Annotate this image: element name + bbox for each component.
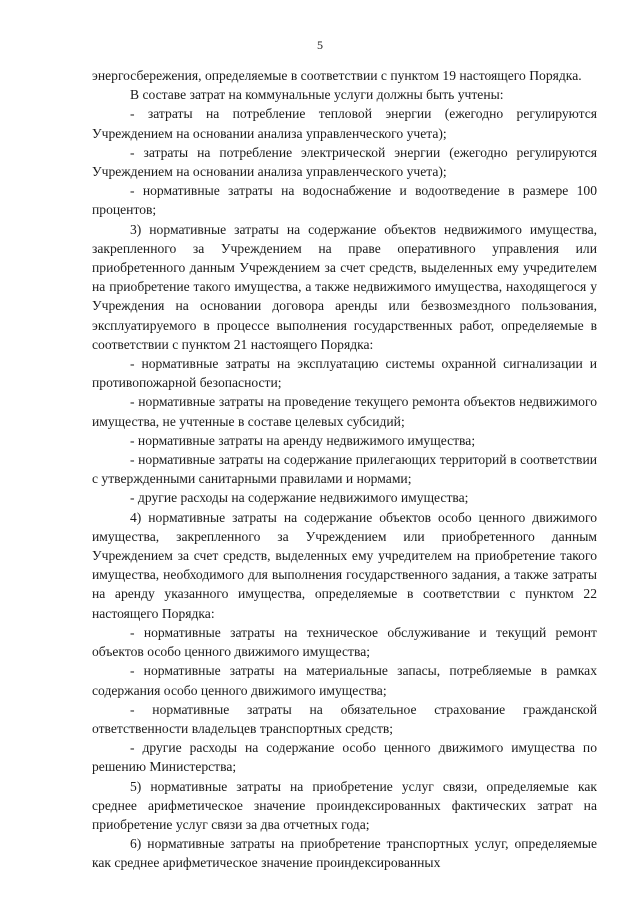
list-item-current-repair: - нормативные затраты на проведение текущего ремонта объектов недвижимого имущества, не учтенные в составе целевых субсидий; [92, 394, 597, 429]
list-item-insurance: - нормативные затраты на обязательное страхование гражданской ответственности владельцев транспортных средств; [92, 701, 597, 736]
list-item-security-alarm: - нормативные затраты на эксплуатацию системы охранной сигнализации и противопожарной безопасности; [92, 356, 597, 391]
document-body [92, 66, 597, 873]
paragraph-item-5: 5) нормативные затраты на приобретение услуг связи, определяемые как среднее арифметическое значение проиндексированных фактических затрат на приобретение услуг связи за два отчетных года; [92, 778, 597, 832]
list-item-material-stocks: - нормативные затраты на материальные запасы, потребляемые в рамках содержания особо ценного движимого имущества; [92, 663, 597, 698]
paragraph-continuation: энергосбережения, определяемые в соответствии с пунктом 19 настоящего Порядка. [92, 68, 582, 83]
paragraph-item-4: 4) нормативные затраты на содержание объектов особо ценного движимого имущества, закрепленного за Учреждением или приобретенного данным Учреждением за счет средств, выделенных ему учредителем на приобретение такого имущества, необходимого для выполнения государственного задания, а также затраты на аренду указанного имущества, определяемые в соответствии с пунктом 22 настоящего Порядка: [92, 509, 597, 621]
list-item-maintenance: - нормативные затраты на техническое обслуживание и текущий ремонт объектов особо ценного движимого имущества; [92, 624, 597, 660]
list-item-electric-energy: - затраты на потребление электрической энергии (ежегодно регулируются Учреждением на основании анализа управленческого учета); [92, 144, 597, 180]
list-item-other-real-estate: - другие расходы на содержание недвижимого имущества; [130, 490, 469, 506]
paragraph-item-6: 6) нормативные затраты на приобретение транспортных услуг, определяемые как среднее арифметическое значение проиндексированных [92, 836, 597, 871]
paragraph-item-3: 3) нормативные затраты на содержание объектов недвижимого имущества, закрепленного за Учреждением на праве оперативного управления или приобретенного данным Учреждением за счет средств, выделенных ему учредителем на приобретение такого имущества, а также недвижимого имущества, находящегося у Учреждения на основании договора аренды или безвозмездного пользования, эксплуатируемого в процессе выполнения государственных работ, определяемые в соответствии с пунктом 21 настоящего Порядка: [92, 221, 597, 352]
list-item-real-estate-rent: - нормативные затраты на аренду недвижимого имущества; [130, 432, 476, 448]
list-item-other-movable: - другие расходы на содержание особо ценного движимого имущества по решению Министерства; [92, 740, 597, 775]
list-item-water-supply: - нормативные затраты на водоснабжение и водоотведение в размере 100 процентов; [92, 183, 597, 218]
list-item-adjacent-territories: - нормативные затраты на содержание прилегающих территорий в соответствии с утвержденными санитарными правилами и нормами; [92, 452, 597, 487]
paragraph-utilities-intro: В составе затрат на коммунальные услуги должны быть учтены: [130, 87, 504, 103]
list-item-heat-energy: - затраты на потребление тепловой энергии (ежегодно регулируются Учреждением на основании анализа управленческого учета); [92, 106, 597, 141]
page-number: 5 [317, 38, 323, 52]
